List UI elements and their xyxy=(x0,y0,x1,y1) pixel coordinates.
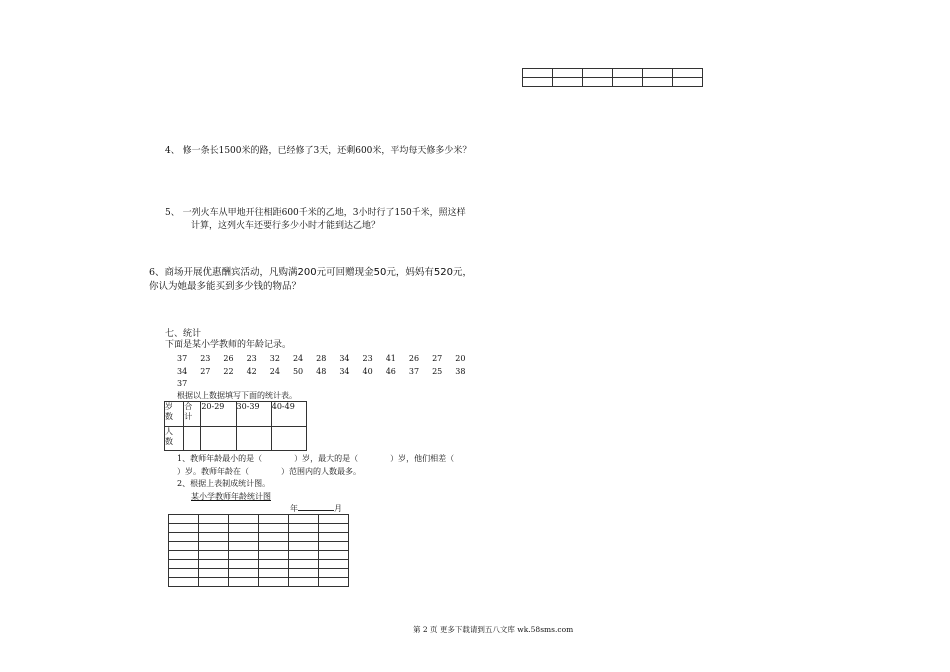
ages-row-1 xyxy=(177,353,478,364)
q1-text-3: ）岁，他们相差（ xyxy=(390,454,455,463)
chart-grid-cell[interactable] xyxy=(319,542,349,551)
chart-grid-cell[interactable] xyxy=(319,524,349,533)
chart-grid-cell[interactable] xyxy=(169,551,199,560)
chart-grid-cell[interactable] xyxy=(289,524,319,533)
question-6-line-2: 你认为她最多能买到多少钱的物品？ xyxy=(149,281,302,292)
chart-grid-cell[interactable] xyxy=(259,569,289,578)
chart-grid-cell[interactable] xyxy=(319,551,349,560)
age-value: 34 xyxy=(339,367,350,376)
q1-text-2: ）岁，最大的是（ xyxy=(294,454,359,463)
fill-instruction: 根据以上数据填写下面的统计表。 xyxy=(177,391,297,400)
chart-grid-cell[interactable] xyxy=(289,569,319,578)
chart-grid-cell[interactable] xyxy=(229,551,259,560)
age-value: 24 xyxy=(269,367,280,376)
question-5-line-1: 5、 一列火车从甲地开往相距600千米的乙地，3小时行了150千米，照这样 xyxy=(165,208,466,218)
q6-text-1: 6、商场开展优惠酬宾活动，凡购满 xyxy=(149,267,298,278)
chart-grid-cell[interactable] xyxy=(169,515,199,524)
header-range-20-29: 20-29 xyxy=(201,402,236,427)
sub-question-1-line-2 xyxy=(177,466,361,477)
chart-grid-cell[interactable] xyxy=(169,533,199,542)
header-total-char-1: 合 xyxy=(184,402,193,411)
chart-grid-cell[interactable] xyxy=(319,515,349,524)
q1-text-1: 1、教师年龄最小的是（ xyxy=(177,454,263,463)
chart-grid-cell[interactable] xyxy=(169,569,199,578)
count-20-29-cell[interactable] xyxy=(201,427,236,451)
q1-line2-text-1: ）岁。教师年龄在（ xyxy=(177,467,249,476)
age-value: 23 xyxy=(200,354,211,363)
header-range-30-39: 30-39 xyxy=(236,402,271,427)
chart-grid-cell[interactable] xyxy=(289,542,319,551)
row-people-char-1: 人 xyxy=(165,427,173,436)
chart-grid-cell[interactable] xyxy=(319,533,349,542)
chart-grid-cell[interactable] xyxy=(229,569,259,578)
age-value: 34 xyxy=(177,367,188,376)
count-30-39-cell[interactable] xyxy=(236,427,271,451)
row-people-char-2: 数 xyxy=(165,437,173,446)
chart-grid-cell[interactable] xyxy=(199,578,229,587)
ages-row-2 xyxy=(177,366,478,377)
age-value: 25 xyxy=(432,367,443,376)
chart-grid-cell[interactable] xyxy=(319,560,349,569)
sub-question-2: 2、根据上表制成统计图。 xyxy=(177,479,271,488)
chart-grid-cell[interactable] xyxy=(319,578,349,587)
age-statistics-table xyxy=(164,401,307,451)
total-value-cell[interactable] xyxy=(184,427,201,451)
age-value: 37 xyxy=(177,379,188,388)
chart-grid-cell[interactable] xyxy=(259,578,289,587)
chart-grid-cell[interactable] xyxy=(199,560,229,569)
age-value: 42 xyxy=(246,367,257,376)
chart-grid-cell[interactable] xyxy=(169,542,199,551)
chart-grid-cell[interactable] xyxy=(259,524,289,533)
age-value: 27 xyxy=(200,367,211,376)
chart-grid-cell[interactable] xyxy=(319,569,349,578)
chart-grid-cell[interactable] xyxy=(169,560,199,569)
chart-grid-cell[interactable] xyxy=(289,560,319,569)
chart-grid-cell[interactable] xyxy=(229,515,259,524)
age-value: 37 xyxy=(177,354,188,363)
header-range-40-49: 40-49 xyxy=(271,402,306,427)
chart-title: 某小学教师年龄统计图 xyxy=(191,492,271,501)
chart-grid-cell[interactable] xyxy=(289,551,319,560)
chart-grid-cell[interactable] xyxy=(289,578,319,587)
chart-grid-cell[interactable] xyxy=(229,560,259,569)
header-age-cell xyxy=(165,402,184,427)
age-value: 34 xyxy=(339,354,350,363)
sub-question-1-line-1 xyxy=(177,453,454,464)
chart-grid-cell[interactable] xyxy=(229,524,259,533)
age-value: 26 xyxy=(223,354,234,363)
chart-grid-cell[interactable] xyxy=(199,551,229,560)
age-value: 23 xyxy=(362,354,373,363)
chart-grid-cell[interactable] xyxy=(259,551,289,560)
count-40-49-cell[interactable] xyxy=(271,427,306,451)
age-value: 41 xyxy=(385,354,396,363)
chart-grid-cell[interactable] xyxy=(259,560,289,569)
chart-grid-cell[interactable] xyxy=(229,578,259,587)
q6-number-1: 200 xyxy=(297,267,317,278)
age-value: 50 xyxy=(292,367,304,376)
chart-grid-cell[interactable] xyxy=(199,533,229,542)
age-value: 28 xyxy=(316,354,327,363)
age-value: 40 xyxy=(362,367,373,376)
q1-line2-text-2: ）范围内的人数最多。 xyxy=(281,467,361,476)
q6-text-2: 元可回赠现金 xyxy=(316,267,374,278)
row-people-cell xyxy=(165,427,184,451)
chart-grid-cell[interactable] xyxy=(229,542,259,551)
month-label: 月 xyxy=(334,504,342,513)
q6-number-2: 50 xyxy=(373,267,387,278)
age-value: 23 xyxy=(246,354,257,363)
question-5-line-2: 计算，这列火车还要行多少小时才能到达乙地？ xyxy=(191,221,381,231)
chart-grid-cell[interactable] xyxy=(199,524,229,533)
age-value: 48 xyxy=(316,367,327,376)
age-value: 37 xyxy=(408,367,420,376)
chart-grid-cell[interactable] xyxy=(169,524,199,533)
header-age-char-2: 数 xyxy=(165,412,173,421)
page-footer: 第 2 页 更多下载请到五八文库 wk.58sms.com xyxy=(413,625,574,634)
age-value: 27 xyxy=(432,354,443,363)
chart-grid[interactable] xyxy=(168,514,349,587)
chart-grid-cell[interactable] xyxy=(199,542,229,551)
age-value: 38 xyxy=(455,367,466,376)
header-total-cell xyxy=(184,402,201,427)
age-value: 22 xyxy=(223,367,234,376)
q6-text-3: 元，妈妈有 xyxy=(386,267,434,278)
age-value: 46 xyxy=(385,367,396,376)
chart-grid-cell[interactable] xyxy=(259,515,289,524)
age-value: 26 xyxy=(408,354,420,363)
chart-grid-cell[interactable] xyxy=(259,542,289,551)
question-4: 4、 修一条长1500米的路，已经修了3天，还剩600米，平均每天修多少米？ xyxy=(165,146,472,156)
date-line xyxy=(290,503,342,514)
top-grid-fragment xyxy=(522,68,703,87)
chart-grid-cell[interactable] xyxy=(169,578,199,587)
ages-row-3 xyxy=(177,378,200,389)
section-title: 七、统计 xyxy=(165,329,202,339)
age-value: 20 xyxy=(455,354,466,363)
q6-number-3: 520 xyxy=(433,267,453,278)
date-blank[interactable] xyxy=(298,503,334,511)
stats-intro: 下面是某小学教师的年龄记录。 xyxy=(165,340,292,350)
chart-grid-cell[interactable] xyxy=(199,569,229,578)
header-total-char-2: 计 xyxy=(184,412,193,421)
chart-grid-cell[interactable] xyxy=(229,533,259,542)
chart-grid-cell[interactable] xyxy=(289,515,319,524)
chart-grid-cell[interactable] xyxy=(199,515,229,524)
year-label: 年 xyxy=(290,504,298,513)
age-value: 32 xyxy=(269,354,280,363)
q6-text-4: 元， xyxy=(453,267,473,278)
chart-grid-cell[interactable] xyxy=(289,533,319,542)
question-6-line-1 xyxy=(149,266,472,280)
header-age-char-1: 岁 xyxy=(165,402,173,411)
age-value: 24 xyxy=(292,354,304,363)
chart-grid-cell[interactable] xyxy=(259,533,289,542)
